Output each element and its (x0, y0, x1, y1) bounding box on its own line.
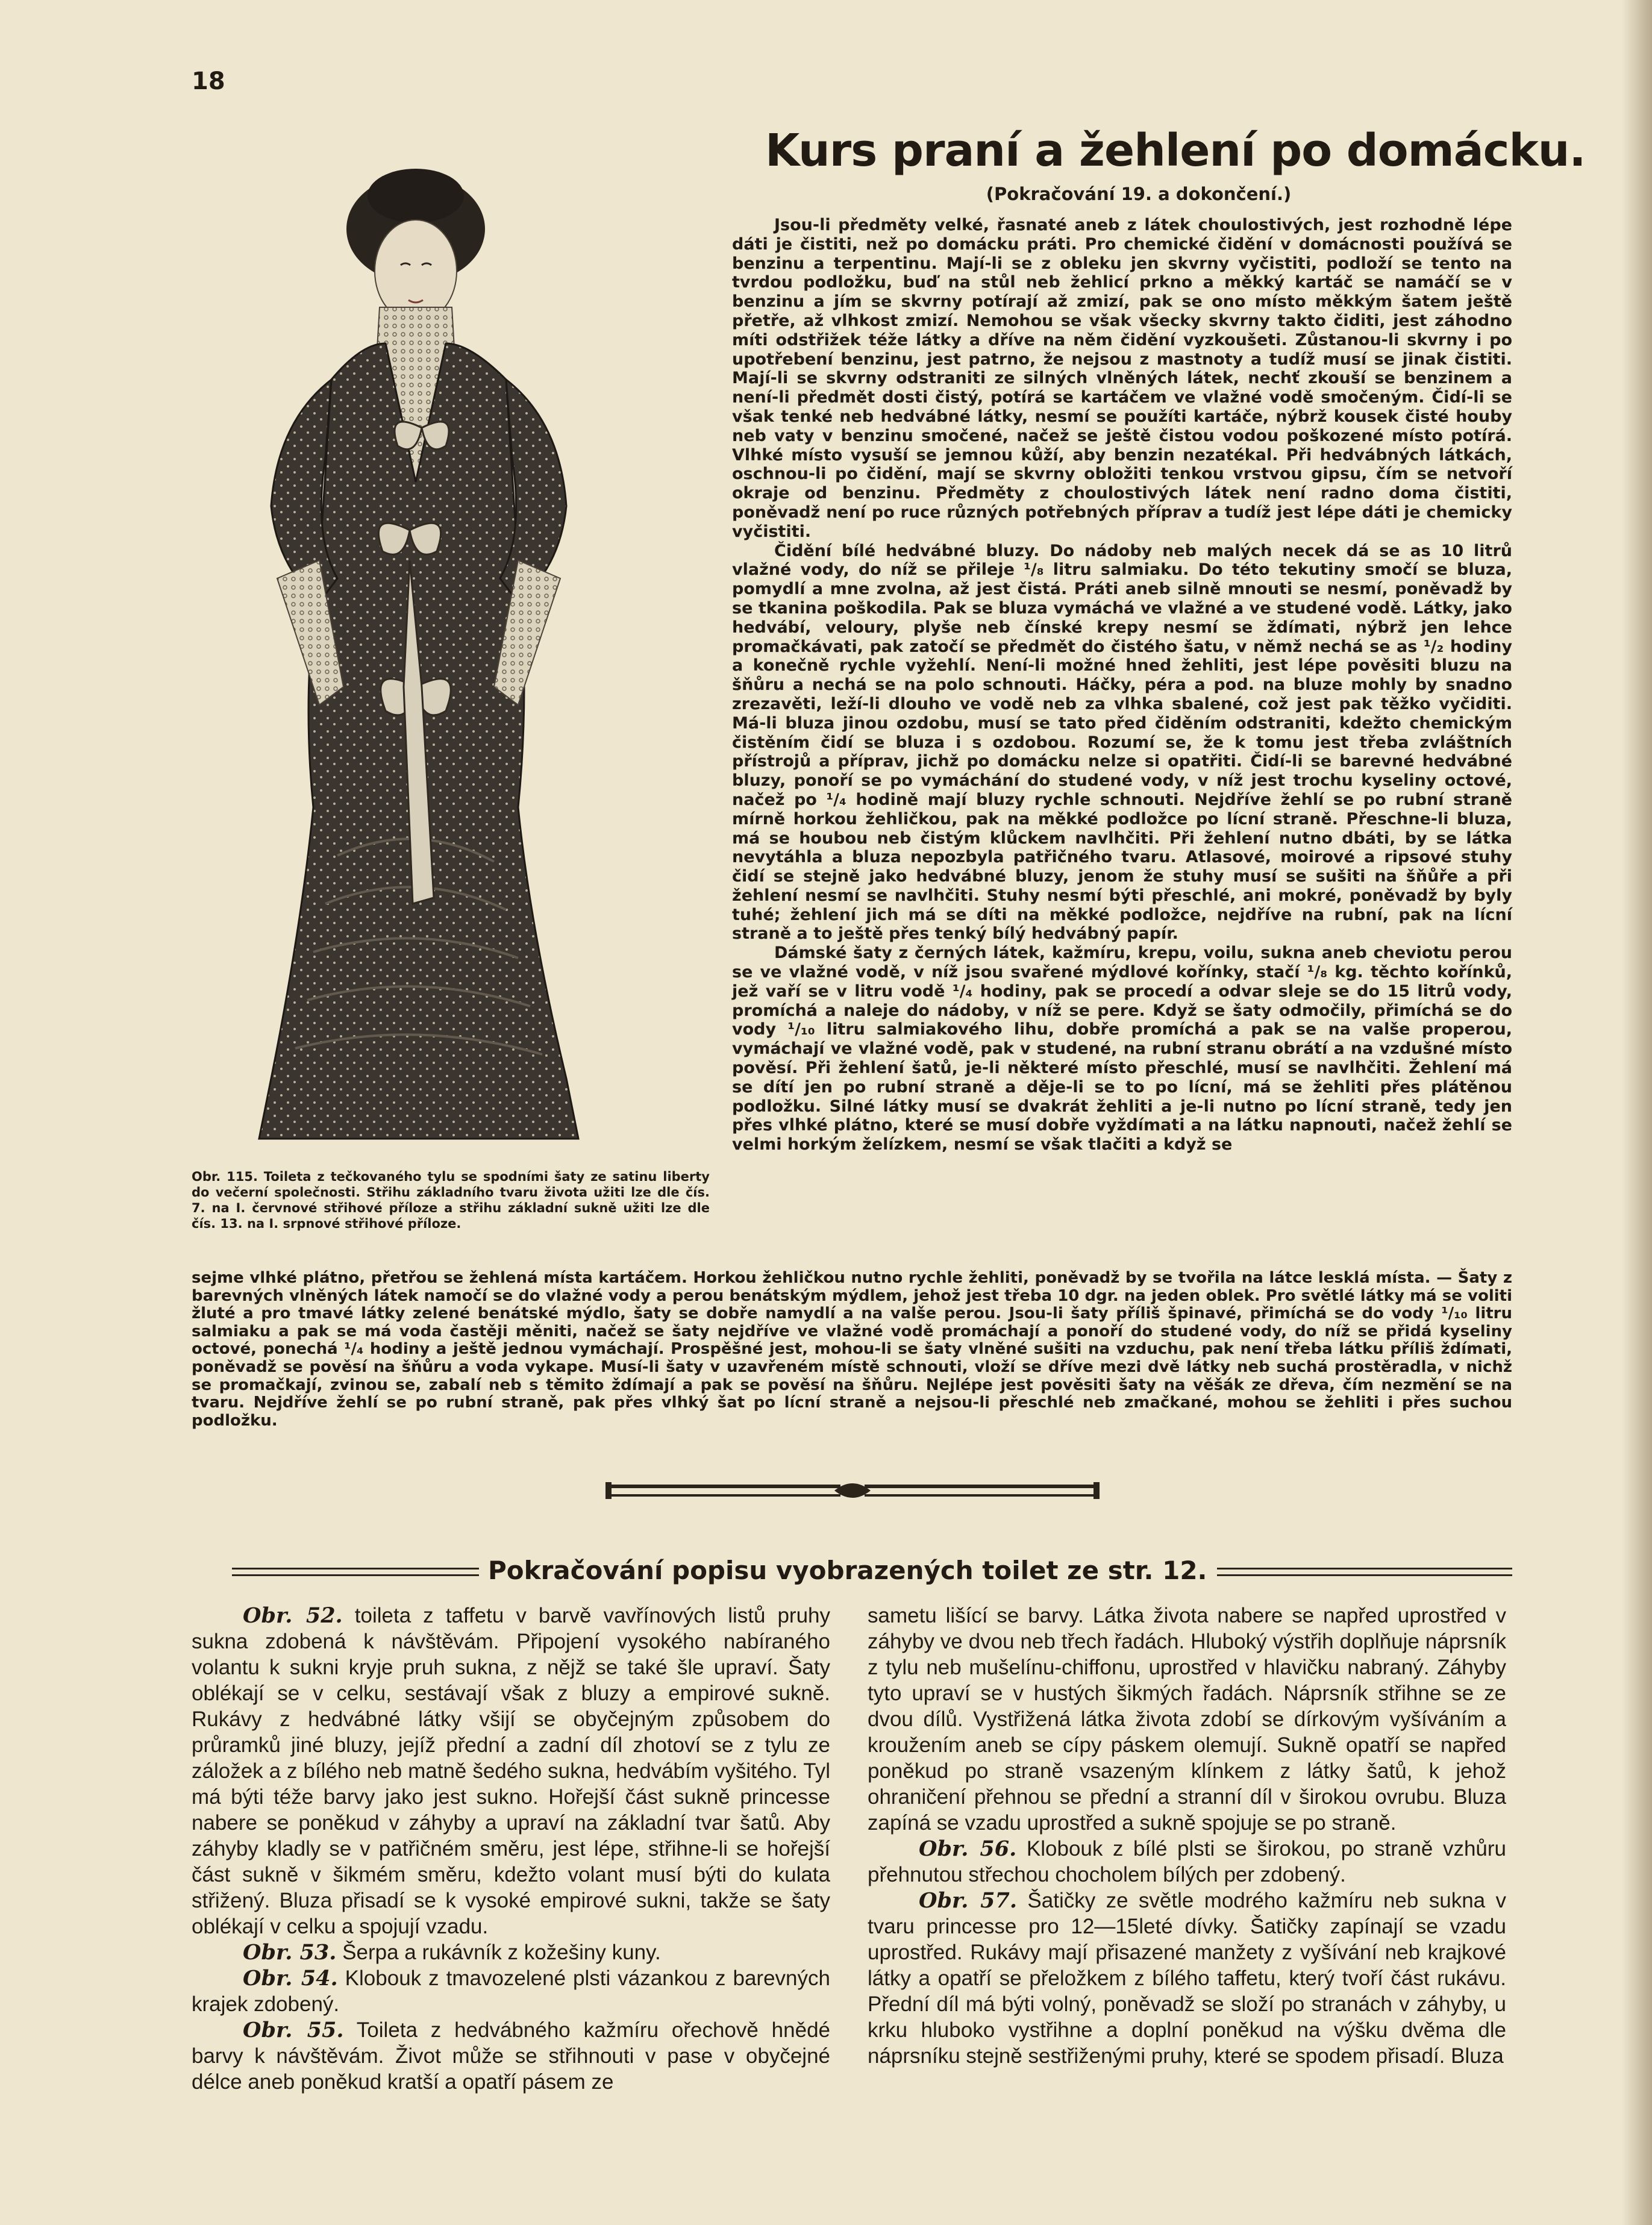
paragraph-text: sametu lišící se barvy. Látka života nabere se napřed uprostřed v záhyby ve dvou neb třech řadách. Hluboký výstřih doplňuje náprsník z tylu neb mušelínu-chiffonu, uprostřed v hlavičku nabraný. Záhyby tyto upraví se v hustých šikmých řadách. Náprsník střihne se ze dvou dílů. Vystřižená látka života zdobí se dírkovým vyšíváním a kroužením aneb se cípy páskem olemují. Sukně opatří se napřed poněkud po straně vsazeným klínkem z látky šatů, k jehož ohraničení přehnou se přední a stranní díl v širokou ovrubu. Bluza zapíná se vzadu uprostřed a sukně spojuje se po straně. (868, 1604, 1506, 1835)
paragraph-text: Toileta z hedvábného kažmíru ořechově hnědé barvy k návštěvám. Život může se střihnouti v pase v obyčejné délce aneb poněkud kratší a opatří pásem ze (192, 2018, 830, 2094)
left-column (192, 1603, 830, 2095)
section-title: Pokračování popisu vyobrazených toilet ze str. 12. (488, 1556, 1207, 1585)
article-title: Kurs praní a žehlení po domácku. (765, 125, 1586, 177)
figure-label: Obr. 55. (243, 2018, 344, 2042)
woman-in-gown-illustration (205, 145, 627, 1169)
section-rule-left (232, 1568, 479, 1576)
column-paragraph (192, 1965, 830, 2017)
column-paragraph (868, 1603, 1506, 1836)
figure-caption: Obr. 115. Toileta z tečkovaného tylu se spodními šaty ze satinu liberty do večerní společnosti. Střihu základního tvaru života užiti lze dle čís. 7. na I. červnové střihové příloze a střihu základní sukně užiti lze dle čís. 13. na I. srpnové střihové příloze. (192, 1169, 710, 1231)
column-paragraph (192, 1939, 830, 1965)
paragraph-text: Šerpa a rukávník z kožešiny kuny. (336, 1941, 661, 1964)
ornament-rule (605, 1476, 1100, 1506)
figure-label: Obr. 52. (243, 1603, 343, 1628)
article-continuation: sejme vlhké plátno, přetřou se žehlená místa kartáčem. Horkou žehličkou nutno rychle žehliti, poněvadž by se tvořila na látce lesklá místa. — Šaty z barevných vlněných látek namočí se do vlažné vody a perou benátským mýdlem, jehož jest třeba 10 dgr. na jeden oblek. Pro světlé látky má se voliti žluté a pro tmavé látky zelené benátské mýdlo, šaty se dobře namydlí a na valše perou. Jsou-li šaty příliš špinavé, přimíchá se do vody ¹/₁₀ litru salmiaku a pak se má voda častěji měniti, načež se šaty nejdříve ve vlažné vodě promáchají a ponoří do studené vody, do níž se přidá kyseliny octové, ponechá ¹/₄ hodiny a ještě jednou vymáchají. Prospěšné jest, mohou-li se šaty vlněné sušiti na vzduchu, pak není třeba látku příliš ždímati, poněvadž se pověsí na šňůru a voda vykape. Musí-li šaty v uzavřeném místě schnouti, vloží se dříve mezi dvě látky neb suchá prostěradla, v nichž se promačkají, zvinou se, zabalí neb s těmito ždímají a pak se pověsí na šňůru. Nejlépe jest pověsiti šaty na věšák ze dřeva, čím nezmění se na tvaru. Nejdříve žehlí se po rubní straně, pak přes vlhký šat po lícní straně a nejsou-li přeschlé neb zmačkané, mohou se žehliti i přes suchou podložku. (192, 1269, 1512, 1430)
paragraph-text: Klobouk z bílé plsti se širokou, po straně vzhůru přehnutou střechou chocholem bílých per zdobený. (868, 1837, 1506, 1886)
article-subtitle: (Pokračování 19. a dokončení.) (986, 184, 1292, 204)
paragraph-text: Šatičky ze světle modrého kažmíru neb sukna v tvaru princesse pro 12—15leté dívky. Šatičky zapínají se vzadu uprostřed. Rukávy mají přisazené manžety z vyšívání neb krajkové látky a opatří se přeložkem z bílého taffetu, který tvoří část rukávu. Přední díl má býti volný, poněvadž se složí po stranách v záhyby, u krku hluboko vystřihne a doplní poněkud na výšku dvěma dle náprsníku stejně sestřiženými pruhy, které se spodem přisadí. Bluza (868, 1889, 1506, 2068)
fashion-illustration (205, 145, 627, 1169)
ornamental-divider (605, 1476, 1100, 1506)
page-number: 18 (192, 67, 225, 95)
section-rule-right (1217, 1568, 1512, 1576)
article-paragraph: Dámské šaty z černých látek, kažmíru, krepu, voilu, sukna aneb cheviotu perou se ve vlažné vodě, v níž jsou svařené mýdlové kořínky, stačí ¹/₈ kg. těchto kořínků, jež vaří se v litru vodě ¹/₄ hodiny, pak se procedí a odvar sleje se do 15 litrů vody, promíchá a naleje do nádoby, v níž se pere. Když se šaty odmočily, přimíchá se do vody ¹/₁₀ litru salmiakového lihu, dobře promíchá a pak se na valše properou, vymáchají ve vlažné vodě, pak v studené, na rubní stranu obrátí a na vzdušné místo pověsí. Při žehlení šatů, je-li některé místo přeschlé, musí se navlhčiti. Žehlení má se dítí jen po rubní straně a děje-li se to po lícní, má se žehliti přes plátěnou podložku. Silné látky musí se dvakrát žehliti a je-li nutno po lícní straně, tedy jen přes vlhké plátno, které se musí dobře vyždímati a na látku napnouti, načež žehlí se velmi horkým želízkem, nesmí se však tlačiti a když se (732, 944, 1512, 1154)
paragraph-text: toileta z taffetu v barvě vavřínových listů pruhy sukna zdobená k návštěvám. Připojení vysokého nabíraného volantu k sukni kryje pruh sukna, z nějž se také šle upraví. Šaty oblékají se v celku, sestávají však z bluzy a empirové sukně. Rukávy z hedvábné látky všijí se obyčejným způsobem do průramků jiné bluzy, jejíž přední a zadní díl zhotoví se z tylu ze záložek a z bílého neb matně šedého sukna, hedvábím vyšitého. Tyl má býti téže barvy jako jest sukno. Hořejší část sukně princesse nabere se poněkud v záhyby a upraví na základní tvar šatů. Aby záhyby kladly se v patřičném směru, jest lépe, střihne-li se hořejší část sukně v šikmém směru, kdežto volant musí býti do kulata střižený. Bluza přisadí se k vysoké empirové sukni, takže se šaty oblékají v celku a spojují vzadu. (192, 1604, 831, 1938)
article-paragraph: Čidění bílé hedvábné bluzy. Do nádoby neb malých necek dá se as 10 litrů vlažné vody, do níž se přileje ¹/₈ litru salmiaku. Do této tekutiny smočí se bluza, pomydlí a mne zvolna, až jest čistá. Práti aneb silně mnouti se nesmí, poněvadž by se tkanina poškodila. Pak se bluza vymáchá ve vlažné a ve studené vodě. Látky, jako hedvábí, veloury, plyše neb čínské krepy nesmí se ždímati, nýbrž jen lehce promačkávati, pak zatočí se předmět do čistého šatu, v němž nechá se as ¹/₂ hodiny a konečně rychle vyžehlí. Není-li možné hned žehliti, jest lépe pověsiti bluzu na šňůru a nechá se na polo schnouti. Háčky, péra a pod. na bluze mohly by snadno zrezavěti, leží-li dlouho ve vodě neb za vlhka sbalené, což jest pak těžko vyčiditi. Má-li bluza jinou ozdobu, musí se tato před čiděním odstraniti, kdežto chemickým čistěním čidí se bluza i s ozdobou. Rozumí se, že k tomu jest třeba zvláštních přístrojů a příprav, jichž po domácku nelze si opatřiti. Čidí-li se barevné hedvábné bluzy, ponoří se po vymáchání do studené vody, v níž jest trochu kyseliny octové, načež po ¹/₄ hodině mají bluzy rychle schnouti. Nejdříve žehlí se po rubní straně mírně horkou žehličkou, pak na měkké podložce po lícní straně. Přeschne-li bluza, má se houbou neb čistým klůckem navlhčiti. Při žehlení nutno dbáti, by se látka nevytáhla a bluza nepozbyla patřičného tvaru. Atlasové, moirové a ripsové stuhy čidí se stejně jako hedvábné bluzy, jenom že stuhy musí se sušiti na šňůře a při žehlení nesmí se navlhčiti. Stuhy nesmí býti přeschlé, ani mokré, poněvadž by byly tuhé; žehlení jich má se díti na měkké podložce, nejdříve na rubní, pak na lícní straně a to ještě přes tenký bílý hedvábný papír. (732, 541, 1512, 944)
column-paragraph (868, 1888, 1506, 2069)
figure-label: Obr. 54. (243, 1966, 338, 1991)
right-column (868, 1603, 1506, 2069)
paragraph-text: Klobouk z tmavozelené plsti vázankou z barevných krajek zdobený. (192, 1967, 830, 2016)
article-body (732, 216, 1512, 1154)
column-paragraph (192, 2017, 830, 2095)
column-paragraph (192, 1603, 830, 1939)
figure-label: Obr. 53. (243, 1940, 337, 1965)
article-paragraph: Jsou-li předměty velké, řasnaté aneb z látek choulostivých, jest rozhodně lépe dáti je čistiti, než po domácku práti. Pro chemické čidění v domácnosti používá se benzinu a terpentinu. Mají-li se z obleku jen skvrny vyčistiti, podloží se tento na tvrdou podložku, buď na stůl neb žehlicí prkno a měkký kartáč se namáčí se v benzinu a jím se skvrny potírají až zmizí, pak se ono místo měkkým šatem ještě přetře, až vlhkost zmizí. Nemohou se však všecky skvrny takto čiditi, jest záhodno míti odstřižek téže látky a dříve na něm čidění vyzkoušeti. Zůstanou-li skvrny i po upotřebení benzinu, jest patrno, že nejsou z mastnoty a tudíž musí se jinak čistiti. Mají-li se skvrny odstraniti ze silných vlněných látek, nechť zkouší se benzinem a není-li předmět dosti čistý, potírá se kartáčem ve vlažné vodě smočeným. Čidí-li se však tenké neb hedvábné látky, nesmí se použíti kartáče, nýbrž kousek čisté houby neb vaty v benzinu smočené, načež se ještě čistou vodou poškozené místo potírá. Vlhké místo vysuší se jemnou kůží, aby benzin nezatékal. Při hedvábných látkách, oschnou-li po čidění, mají se skvrny obložiti tenkou vrstvou gipsu, čím se netvoří okraje od benzinu. Předměty z choulostivých látek není radno doma čistiti, poněvadž není po ruce různých potřebných příprav a tudíž jest lépe dáti je chemicky vyčistiti. (732, 216, 1512, 541)
column-paragraph (868, 1836, 1506, 1888)
page-edge-shadow (1622, 0, 1652, 2225)
figure-label: Obr. 56. (919, 1836, 1017, 1861)
figure-label: Obr. 57. (919, 1888, 1018, 1913)
